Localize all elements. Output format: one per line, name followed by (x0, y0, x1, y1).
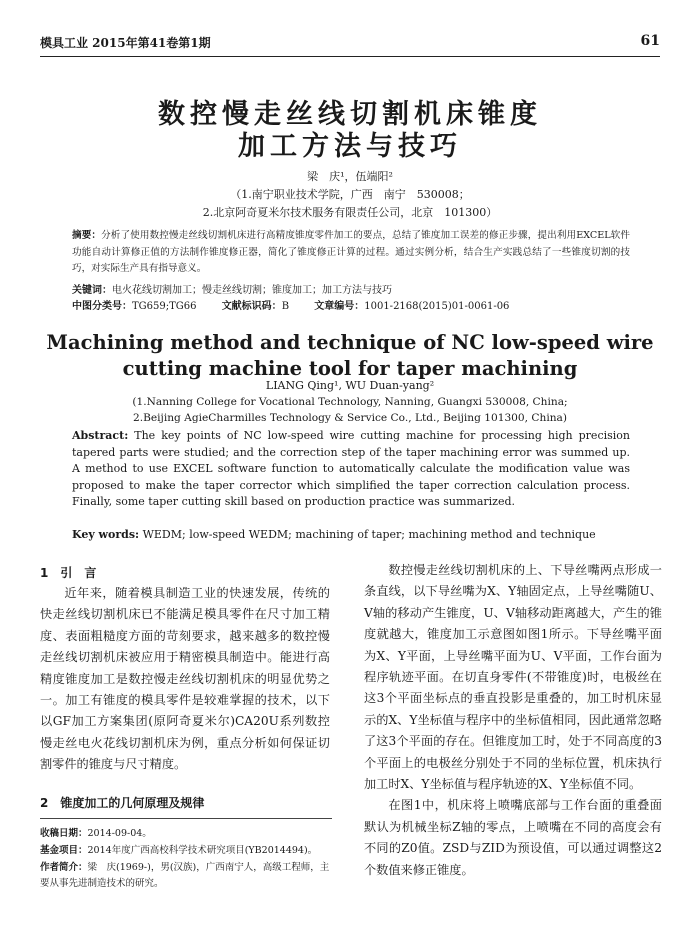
title-cn-line1: 数控慢走丝线切割机床锥度 (158, 99, 542, 130)
footnote-rule (40, 818, 332, 819)
abstract-cn-text: 分析了使用数控慢走丝线切割机床进行高精度锥度零件加工的要点，总结了锥度加工误差的修正步骤，提出利用EXCEL软件功能自动计算修正值的方法制作锥度修正器，简化了锥度修正计算的过程。通过实例分析，结合生产实践总结了一些锥度切割的技巧，对实际生产具有指导意义。 (72, 230, 630, 274)
keywords-en-text: WEDM; low-speed WEDM; machining of taper; machining method and technique (142, 528, 596, 541)
fund-text: 2014年度广西高校科学技术研究项目(YB2014494)。 (87, 845, 318, 856)
article-number-label: 文章编号： (314, 301, 365, 312)
abstract-cn-label: 摘要： (72, 230, 102, 241)
footnote-received (40, 826, 335, 842)
journal-name: 模具工业 2015年第41卷第1期 (40, 36, 211, 50)
affiliation-en-line2: 2.Beijing AgieCharmilles Technology & Service Co., Ltd., Beijing 101300, China) (132, 412, 567, 424)
article-number-value: 1001-2168(2015)01-0061-06 (364, 301, 510, 312)
footnote-author (40, 860, 335, 892)
classification-line (72, 297, 630, 312)
authors-cn: 梁 庆¹，伍端阳² (307, 170, 393, 183)
doc-code-value: B (281, 301, 290, 312)
keywords-cn-text: 电火花线切割加工；慢走丝线切割；锥度加工；加工方法与技巧 (112, 285, 392, 296)
left-column (40, 560, 330, 811)
footnote-fund (40, 843, 335, 859)
authors-en: LIANG Qing¹, WU Duan-yang² (265, 379, 435, 392)
title-en: Machining method and technique of NC low-speed wire cutting machine tool for taper machining (46, 331, 654, 380)
abstract-cn (72, 228, 630, 278)
page-number: 61 (640, 33, 660, 49)
author-bio-text: 梁 庆(1969-)，男(汉族)，广西南宁人，高级工程师，主要从事先进制造技术的研究。 (40, 862, 330, 889)
fund-label: 基金项目： (40, 845, 88, 856)
right-col-paragraph1: 数控慢走丝线切割机床的上、下导丝嘴两点形成一条直线，以下导丝嘴为X、Y轴固定点，上导丝嘴随U、V轴的移动产生锥度，U、V轴移动距离越大，产生的锥度就越大，锥度加工示意图如图1所示。下导丝嘴平面为X、Y平面，上导丝嘴平面为U、V平面，工作台面为程序轨迹平面。在切直身零件(不带锥度)时，电极丝在这3个平面坐标点的垂直投影是重叠的，加工时机床显示的X、Y坐标值与程序中的坐标值相同，因此通常忽略了这3个平面的存在。但锥度加工时，处于不同高度的3个平面上的电极丝分别处于不同的坐标位置，机床执行加工时X、Y坐标值与程序轨迹的X、Y坐标值不同。 (364, 563, 662, 792)
keywords-cn (72, 281, 630, 296)
keywords-cn-label: 关键词： (72, 285, 112, 296)
doc-code-label: 文献标识码： (221, 301, 282, 312)
section2-heading: 2 锥度加工的几何原理及规律 (40, 795, 205, 810)
section1-heading: 1 引 言 (40, 566, 97, 580)
running-header (40, 32, 660, 57)
author-bio-label: 作者简介： (40, 862, 88, 873)
right-col-paragraph2: 在图1中，机床将上喷嘴底部与工作台面的重叠面默认为机械坐标Z轴的零点，上喷嘴在不同的高度会有不同的Z0值。ZSD与ZID为预设值，可以通过调整这2个数值来修正锥度。 (364, 798, 662, 877)
keywords-en-label: Key words: (72, 528, 140, 541)
affiliation-cn-line2: 2.北京阿奇夏米尔技术服务有限责任公司，北京 101300） (202, 206, 498, 219)
keywords-en (72, 528, 630, 541)
section1-text: 近年来，随着模具制造工业的快速发展，传统的快走丝线切割机床已不能满足模具零件在尺寸加工精度、表面粗糙度方面的苛刻要求，越来越多的数控慢走丝线切割机床被应用于精密模具制造中。能进行高精度锥度加工是数控慢走丝线切割机床的明显优势之一。加工有锥度的模具零件是较难掌握的技术，以下以GF加工方案集团(原阿奇夏米尔)CA20U系列数控慢走丝电火花线切割机床为例，重点分析如何保证切割零件的锥度与尺寸精度。 (40, 586, 330, 772)
clc-label: 中图分类号： (72, 301, 132, 312)
right-column (364, 560, 662, 881)
abstract-en-text: The key points of NC low-speed wire cutting machine for processing high precision tapered parts were studied; and the correction step of the taper machining error was summed up. A method to use EXCEL software function to automatically calculate the modification value was proposed to make the taper corrector which simplified the taper correction calculation process. Finally, some taper cutting skill based on production practice was summarized. (72, 429, 630, 509)
received-label: 收稿日期： (40, 828, 88, 839)
abstract-en (72, 428, 630, 511)
clc-value: TG659;TG66 (132, 301, 197, 312)
abstract-en-label: Abstract: (72, 429, 129, 442)
affiliation-cn-line1: （1.南宁职业技术学院，广西 南宁 530008； (230, 188, 470, 201)
received-date: 2014-09-04。 (87, 828, 152, 839)
title-cn-line2: 加工方法与技巧 (238, 131, 462, 162)
affiliation-en-line1: (1.Nanning College for Vocational Technology, Nanning, Guangxi 530008, China; (132, 396, 568, 408)
